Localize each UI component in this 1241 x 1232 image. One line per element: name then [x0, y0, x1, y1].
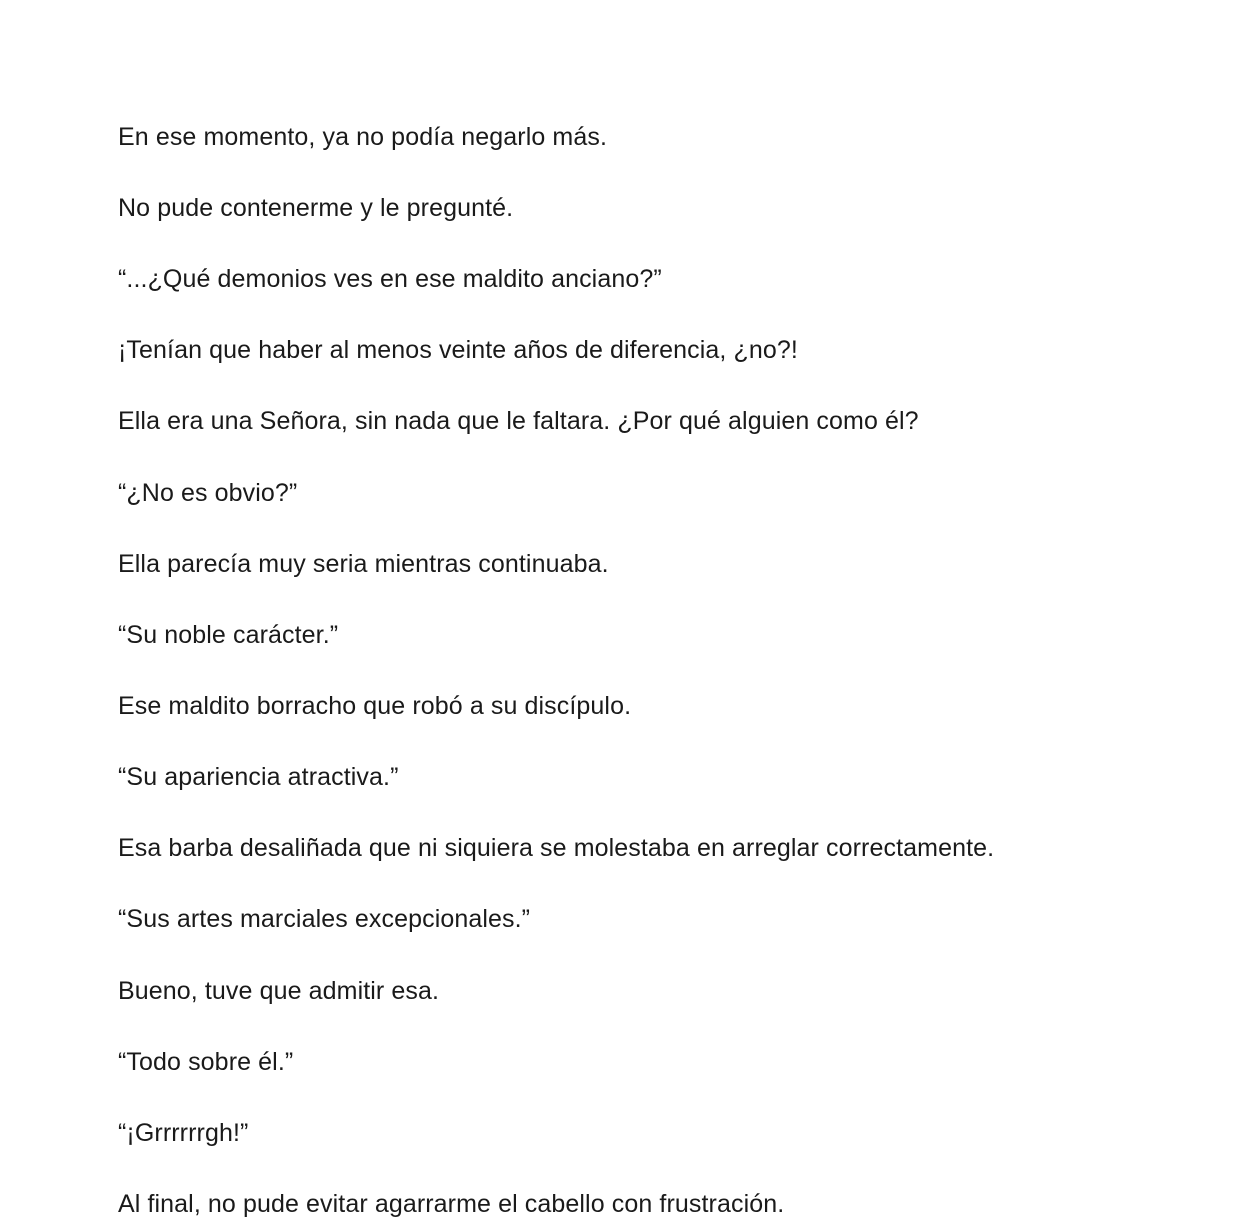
- paragraph: Ella parecía muy seria mientras continuaba.: [118, 550, 609, 578]
- paragraph: Al final, no pude evitar agarrarme el cabello con frustración.: [118, 1190, 785, 1218]
- paragraph: Ella era una Señora, sin nada que le faltara. ¿Por qué alguien como él?: [118, 407, 919, 435]
- paragraph: Bueno, tuve que admitir esa.: [118, 977, 440, 1005]
- paragraph: Ese maldito borracho que robó a su discípulo.: [118, 692, 632, 720]
- paragraph: “...¿Qué demonios ves en ese maldito anciano?”: [118, 265, 662, 293]
- paragraph: “¡Grrrrrrgh!”: [118, 1119, 249, 1147]
- paragraph: Esa barba desaliñada que ni siquiera se molestaba en arreglar correctamente.: [118, 834, 995, 862]
- paragraph: “Su apariencia atractiva.”: [118, 763, 399, 791]
- paragraph: “¿No es obvio?”: [118, 479, 298, 507]
- paragraph: En ese momento, ya no podía negarlo más.: [118, 123, 608, 151]
- paragraph: “Su noble carácter.”: [118, 621, 339, 649]
- paragraph: “Sus artes marciales excepcionales.”: [118, 905, 531, 933]
- paragraph: ¡Tenían que haber al menos veinte años de diferencia, ¿no?!: [118, 336, 798, 364]
- paragraph: No pude contenerme y le pregunté.: [118, 194, 514, 222]
- paragraph: “Todo sobre él.”: [118, 1048, 294, 1076]
